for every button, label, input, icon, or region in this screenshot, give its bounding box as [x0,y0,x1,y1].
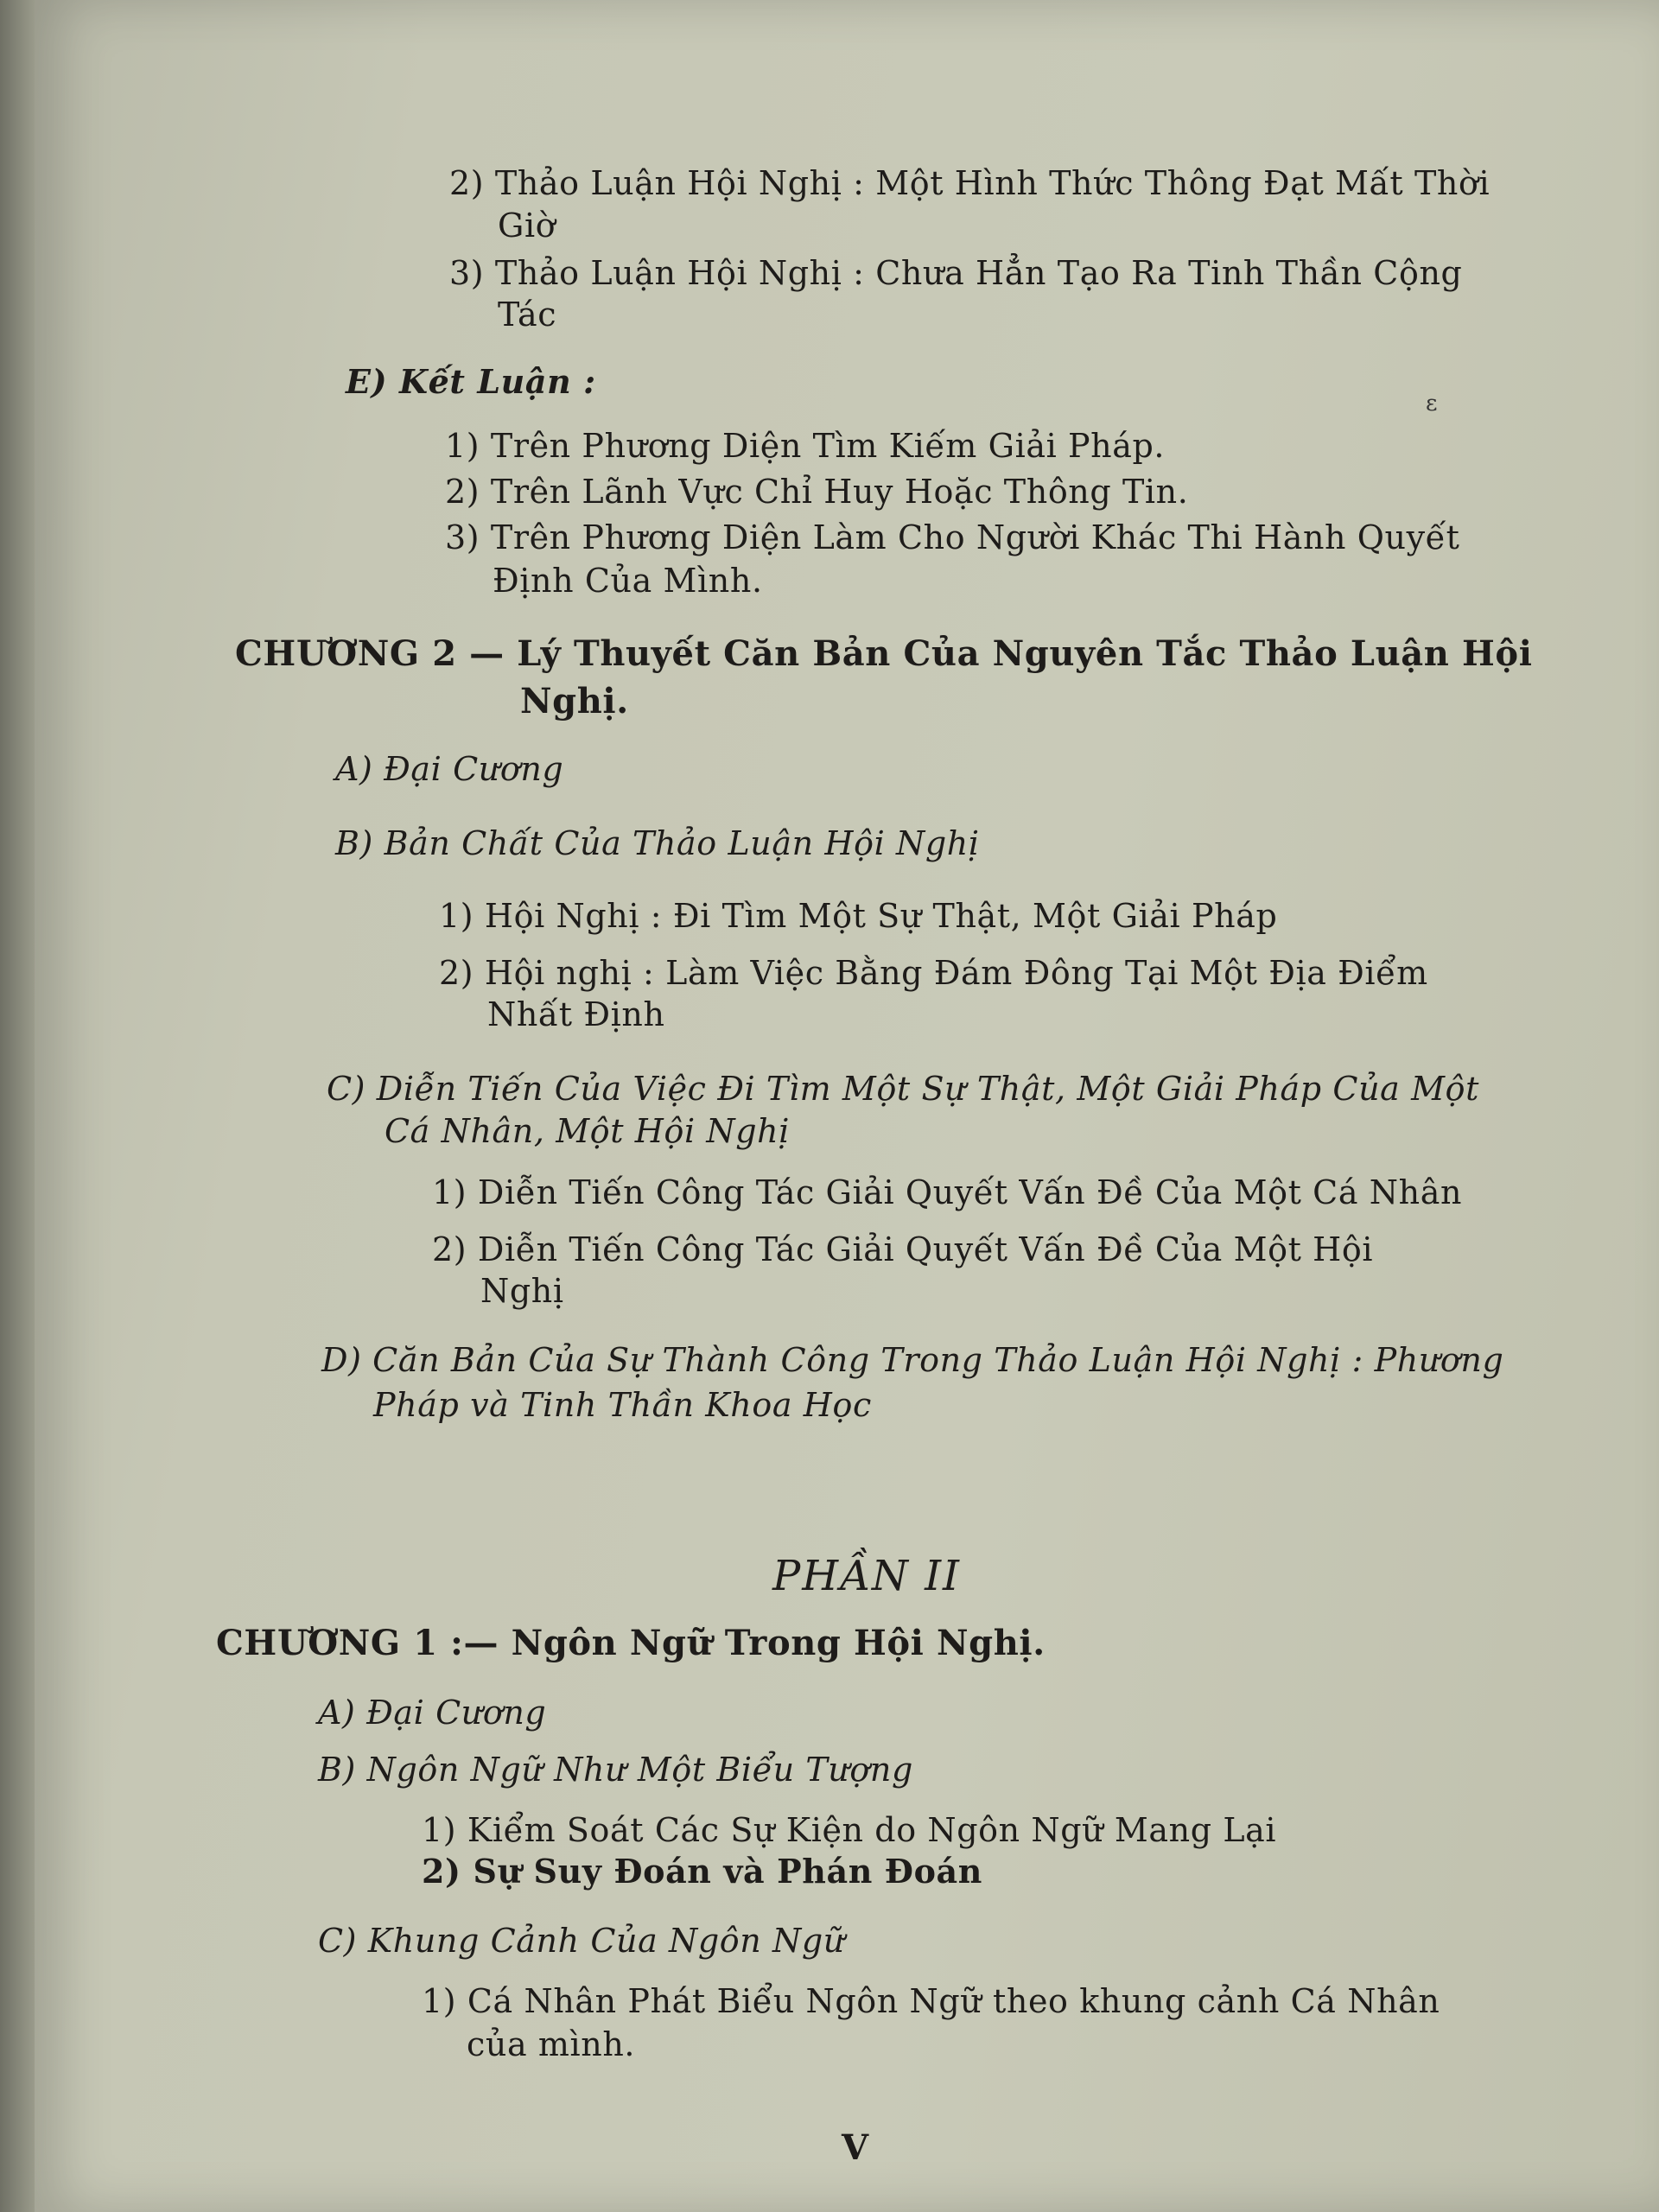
book-spine-shadow [0,0,35,2212]
toc-item-c2-cont: Nghị [480,1272,564,1310]
section-c-cont: Cá Nhân, Một Hội Nghị [385,1112,791,1150]
part-2-toc-item-b2: 2) Sự Suy Đoán và Phán Đoán [422,1852,982,1891]
toc-item-conclusion-3: 3) Trên Phương Diện Làm Cho Người Khác Thi Hành Quyết [445,518,1460,556]
toc-item-e3-cont: Tác [498,296,557,334]
toc-item-b2-cont: Nhất Định [487,995,665,1033]
section-conclusion: E) Kết Luận : [346,362,596,401]
section-c: C) Diễn Tiến Của Việc Đi Tìm Một Sự Thật, Một Giải Pháp Của Một [327,1070,1479,1108]
ink-mark: ε [1426,391,1438,416]
section-a: A) Đại Cương [335,750,564,788]
toc-item-b1: 1) Hội Nghị : Đi Tìm Một Sự Thật, Một Giải Pháp [439,897,1278,935]
toc-item-c1: 1) Diễn Tiến Công Tác Giải Quyết Vấn Đề Của Một Cá Nhân [432,1173,1463,1211]
toc-item-conclusion-1: 1) Trên Phương Diện Tìm Kiếm Giải Pháp. [445,427,1166,465]
toc-item-e3: 3) Thảo Luận Hội Nghị : Chưa Hẳn Tạo Ra Tinh Thần Cộng [449,254,1463,292]
section-d: D) Căn Bản Của Sự Thành Công Trong Thảo Luận Hội Nghị : Phương [321,1341,1504,1379]
book-page [35,0,1659,2212]
section-b: B) Bản Chất Của Thảo Luận Hội Nghị [335,824,980,862]
part-2-section-a: A) Đại Cương [318,1694,547,1732]
part-2-title: PHẦN II [772,1552,961,1600]
toc-item-c2: 2) Diễn Tiến Công Tác Giải Quyết Vấn Đề Của Một Hội [432,1230,1374,1268]
page-number: V [842,2127,869,2168]
part-2-section-c: C) Khung Cảnh Của Ngôn Ngữ [318,1922,845,1960]
chapter-2-title: CHƯƠNG 2 — Lý Thuyết Căn Bản Của Nguyên Tắc Thảo Luận Hội [235,633,1533,674]
toc-item-e2: 2) Thảo Luận Hội Nghị : Một Hình Thức Thông Đạt Mất Thời [449,164,1491,202]
part-2-chapter-1-title: CHƯƠNG 1 :— Ngôn Ngữ Trong Hội Nghị. [216,1623,1046,1663]
part-2-toc-item-c1: 1) Cá Nhân Phát Biểu Ngôn Ngữ theo khung cảnh Cá Nhân [422,1982,1440,2020]
toc-item-conclusion-2: 2) Trên Lãnh Vực Chỉ Huy Hoặc Thông Tin. [445,473,1189,511]
chapter-2-title-cont: Nghị. [520,681,629,721]
toc-item-e2-cont: Giờ [498,207,556,245]
toc-item-b2: 2) Hội nghị : Làm Việc Bằng Đám Đông Tại Một Địa Điểm [439,954,1428,992]
part-2-toc-item-c1-cont: của mình. [467,2025,636,2063]
part-2-section-b: B) Ngôn Ngữ Như Một Biểu Tượng [318,1751,913,1789]
section-d-cont: Pháp và Tinh Thần Khoa Học [373,1386,872,1424]
part-2-toc-item-b1: 1) Kiểm Soát Các Sự Kiện do Ngôn Ngữ Mang Lại [422,1811,1277,1849]
toc-item-conclusion-3-cont: Định Của Mình. [493,562,763,600]
